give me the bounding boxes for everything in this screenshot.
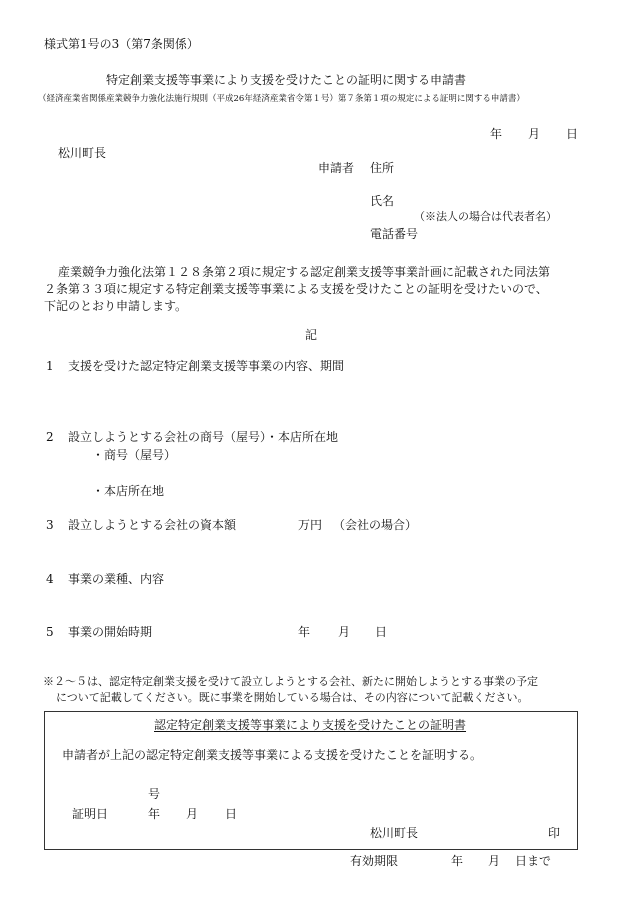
validity-day-until: 日まで — [515, 854, 552, 868]
item-2-label: 設立しようとする会社の商号（屋号）・本店所在地 — [68, 430, 339, 444]
phone-label: 電話番号 — [370, 227, 419, 241]
form-number: 様式第1号の3（第7条関係） — [44, 37, 199, 51]
address-label: 住所 — [370, 161, 395, 175]
certificate-statement: 申請者が上記の認定特定創業支援等事業による支援を受けたことを証明する。 — [62, 748, 483, 762]
applicant-label: 申請者 — [318, 161, 355, 175]
item-3-unit: 万円 — [298, 518, 323, 532]
item-5-number: 5 — [46, 625, 54, 639]
certificate-month: 月 — [186, 807, 199, 821]
body-line-1: 産業競争力強化法第１２８条第２項に規定する認定創業支援等事業計画に記載された同法第 — [58, 265, 551, 279]
validity-year: 年 — [451, 854, 464, 868]
note-line-2: について記載してください。既に事業を開始している場合は、その内容について記載ください。 — [56, 691, 529, 704]
body-line-3: 下記のとおり申請します。 — [44, 299, 188, 313]
name-label: 氏名 — [370, 194, 395, 208]
date-year-label: 年 — [490, 127, 503, 141]
date-day-label: 日 — [566, 127, 579, 141]
item-2-number: 2 — [46, 430, 54, 444]
form-subtitle: （経済産業省関係産業競争力強化法施行規則（平成26年経済産業省令第１号）第７条第１項の規定による証明に関する申請書） — [38, 94, 525, 104]
item-5-day: 日 — [375, 625, 388, 639]
item-5-month: 月 — [338, 625, 351, 639]
item-2-head-office: ・本店所在地 — [92, 484, 165, 498]
validity-month: 月 — [488, 854, 501, 868]
item-2-trade-name: ・商号（屋号） — [92, 448, 177, 462]
item-5-label: 事業の開始時期 — [68, 625, 153, 639]
certificate-issuer: 松川町長 — [370, 826, 419, 840]
item-4-label: 事業の業種、内容 — [68, 572, 165, 586]
item-3-label: 設立しようとする会社の資本額 — [68, 518, 237, 532]
item-1-number: 1 — [46, 359, 54, 373]
item-3-number: 3 — [46, 518, 54, 532]
item-1-label: 支援を受けた認定特定創業支援等事業の内容、期間 — [68, 359, 345, 373]
certificate-date-label: 証明日 — [72, 807, 109, 821]
item-5-year: 年 — [298, 625, 311, 639]
validity-label: 有効期限 — [350, 854, 399, 868]
certificate-seal: 印 — [548, 826, 561, 840]
item-3-note: （会社の場合） — [333, 518, 418, 532]
certificate-title: 認定特定創業支援等事業により支援を受けたことの証明書 — [154, 718, 467, 732]
note-line-1: ※２～５は、認定特定創業支援を受けて設立しようとする会社、新たに開始しようとする事業の予定 — [43, 675, 538, 688]
ki-heading: 記 — [305, 328, 318, 342]
certificate-year: 年 — [148, 807, 161, 821]
date-month-label: 月 — [528, 127, 541, 141]
addressee: 松川町長 — [58, 146, 107, 160]
certificate-day: 日 — [225, 807, 238, 821]
corp-representative-note: （※法人の場合は代表者名） — [414, 210, 557, 223]
item-4-number: 4 — [46, 572, 54, 586]
form-title: 特定創業支援等事業により支援を受けたことの証明に関する申請書 — [106, 73, 467, 87]
body-line-2: ２条第３３項に規定する特定創業支援等事業による支援を受けたことの証明を受けたいので、 — [44, 282, 548, 296]
certificate-number-label: 号 — [148, 787, 161, 801]
